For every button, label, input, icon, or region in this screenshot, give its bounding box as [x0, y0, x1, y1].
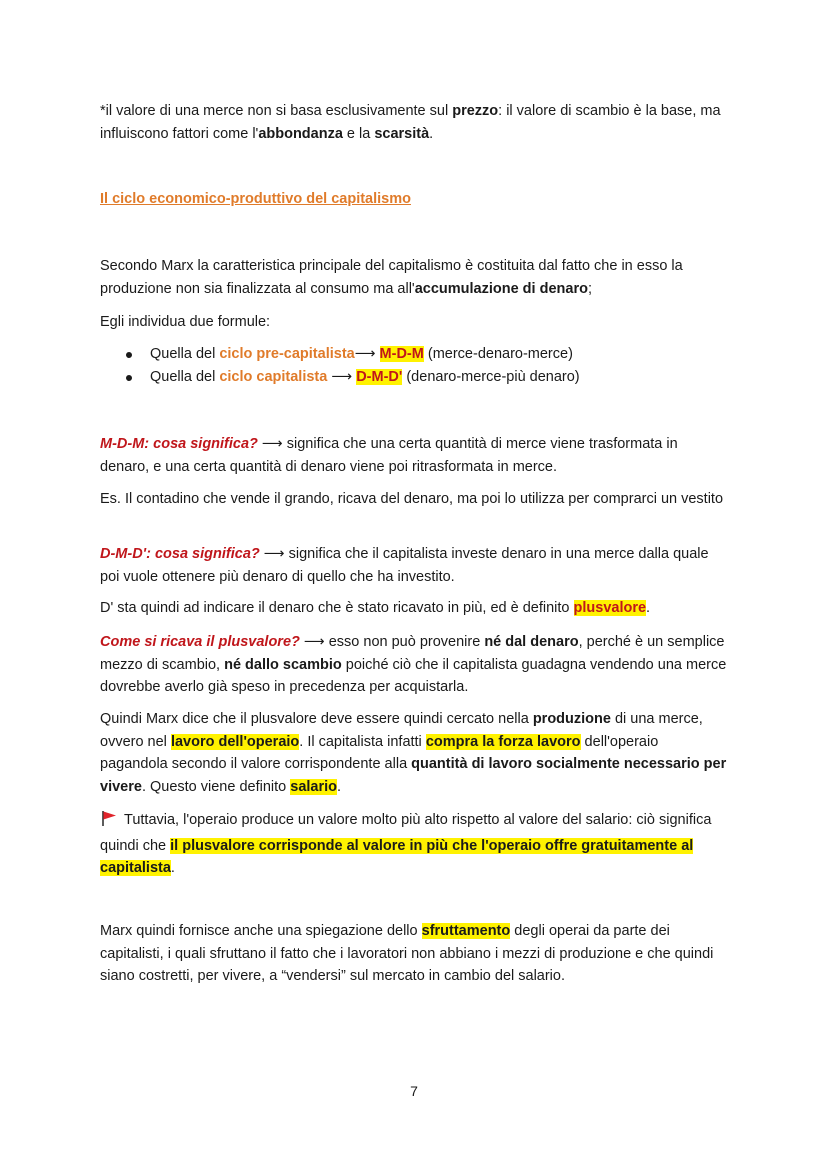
quindi-paragraph: Quindi Marx dice che il plusvalore deve essere quindi cercato nella produzione di una merce, ovvero nel lavoro dell'operaio. Il capitalista infatti compra la forza lavoro dell'operaio pagandola secondo il valore corrispondente alla quantità di lavoro socialmente necessario per vivere. Questo viene definito salario. [100, 711, 727, 795]
how-paragraph: Come si ricava il plusvalore? ⟶ esso non può provenire né dal denaro, perché è un semplice mezzo di scambio, né dallo scambio poiché ciò che il capitalista guadagna vendendo una merce dovrebbe averlo già speso in precedenza per acquistarla. [100, 634, 727, 695]
list-item: Quella del ciclo capitalista ⟶ D-M-D' (denaro-merce-più denaro) [100, 366, 728, 389]
formulas-list [100, 343, 728, 389]
formulas-intro: Egli individua due formule: [100, 314, 271, 330]
example-paragraph: Es. Il contadino che vende il grando, ricava del denaro, ma poi lo utilizza per comprarci un vestito [100, 491, 724, 507]
red-flag-icon [100, 809, 118, 835]
note-paragraph: *il valore di una merce non si basa esclusivamente sul prezzo: il valore di scambio è la base, ma influiscono fattori come l'abbondanza e la scarsità. [100, 103, 721, 142]
tuttavia-paragraph: Tuttavia, l'operaio produce un valore molto più alto rispetto al valore del salario: ciò significa quindi che il plusvalore corrisponde al valore in più che l'operaio offre gratuitamente al capitalista. [100, 809, 728, 880]
dmd-paragraph: D-M-D': cosa significa? ⟶ significa che il capitalista investe denaro in una merce dalla quale poi vuole ottenere più denaro di quello che ha investito. [100, 546, 709, 585]
section-title: Il ciclo economico-produttivo del capitalismo [100, 191, 411, 207]
intro-paragraph: Secondo Marx la caratteristica principale del capitalismo è costituita dal fatto che in esso la produzione non sia finalizzata al consumo ma all'accumulazione di denaro; [100, 258, 683, 297]
mdm-paragraph: M-D-M: cosa significa? ⟶ significa che una certa quantità di merce viene trasformata in denaro, e una certa quantità di denaro viene poi ritrasformata in merce. [100, 436, 678, 475]
sfruttamento-paragraph: Marx quindi fornisce anche una spiegazione dello sfruttamento degli operai da parte dei capitalisti, i quali sfruttano il fatto che i lavoratori non abbiano i mezzi di produzione e che quindi siano costretti, per vivere, a “vendersi” sul mercato in cambio del salario. [100, 923, 714, 984]
page-number: 7 [410, 1083, 418, 1099]
dprime-paragraph: D' sta quindi ad indicare il denaro che è stato ricavato in più, ed è definito plusvalore. [100, 600, 651, 616]
list-item: Quella del ciclo pre-capitalista⟶ M-D-M (merce-denaro-merce) [100, 343, 728, 366]
